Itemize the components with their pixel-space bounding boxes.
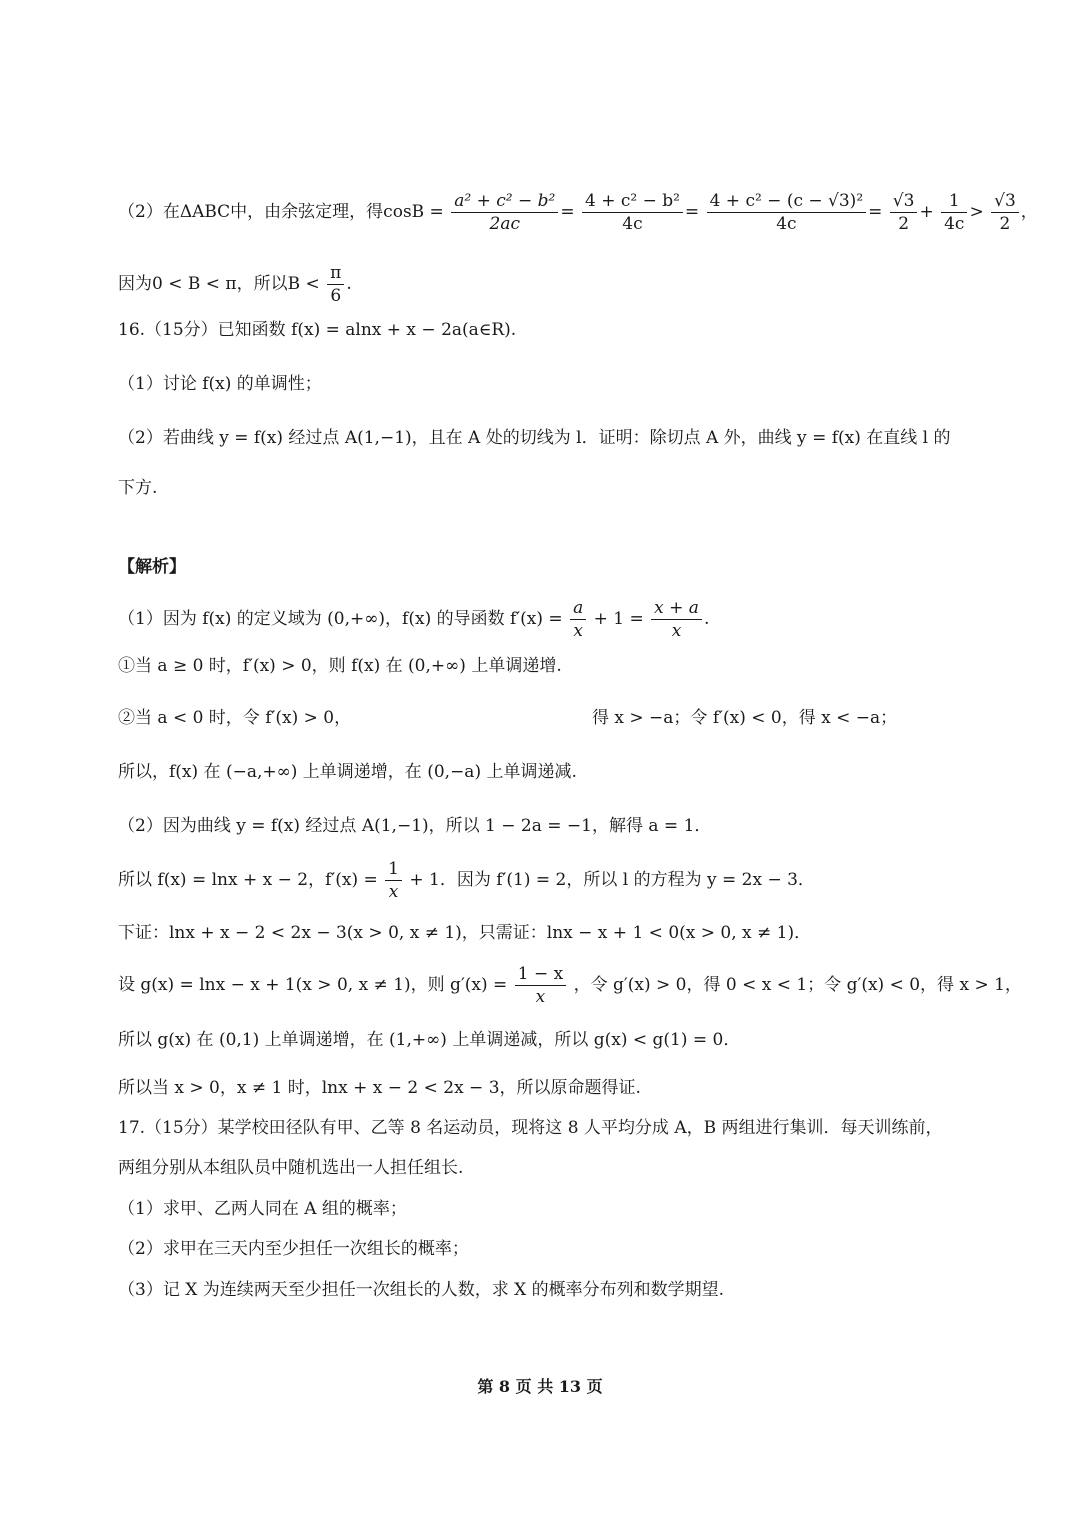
solution-part2-line4: 设 g(x) = lnx − x + 1(x > 0, x ≠ 1)，则 g′(x) = $\frac{1 - x}{x}$ ，令 g′(x) > 0，得 0 < x < 1；令 g′(x) < 0，得 x > 1， (118, 964, 1022, 1007)
q17-part2: （2）求甲在三天内至少担任一次组长的概率； (118, 1239, 469, 1259)
q16-stem: 16.（15分）已知函数 f(x) = alnx + x − 2a(a∈R). (118, 320, 517, 340)
s2-fraction-g-prime: $\frac{1 - x}{x}$ (515, 963, 566, 1008)
solution-part2-line3: 下证：lnx + x − 2 < 2x − 3(x > 0, x ≠ 1)，只需证：lnx − x + 1 < 0(x > 0, x ≠ 1)． (118, 923, 812, 943)
s1-fraction-xa-over-x: $\frac{x + a}{x}$ (651, 597, 702, 642)
q17-stem-line1: 17.（15分）某学校田径队有甲、乙等 8 名运动员，现将这 8 人平均分成 A，B 两组进行集训．每天训练前， (118, 1118, 943, 1138)
q16-part2-line1: （2）若曲线 y = f(x) 经过点 A(1,−1)，且在 A 处的切线为 l．证明：除切点 A 外，曲线 y = f(x) 在直线 l 的 (118, 428, 951, 448)
solution-case1: ①当 a ≥ 0 时，f′(x) > 0，则 f(x) 在 (0,+∞) 上单调递增. (118, 656, 562, 676)
pi-over-6: $\frac{\pi}{6}$ (327, 262, 344, 307)
solution-part2-line2: 所以 f(x) = lnx + x − 2，f′(x) = $\frac{1}{x}$ + 1．因为 f′(1) = 2，所以 l 的方程为 y = 2x − 3． (118, 859, 815, 902)
fraction-6: $\frac{√3}{2}$ (991, 190, 1019, 235)
q15-intro: （2）在ΔABC中，由余弦定理，得cosB = (118, 202, 444, 222)
fraction-5: $\frac{1}{4c}$ (941, 190, 967, 235)
solution-case2-right: 得 x > −a；令 f′(x) < 0，得 x < −a； (592, 708, 898, 728)
solution-header: 【解析】 (118, 557, 186, 577)
solution-case2-left: ②当 a < 0 时，令 f′(x) > 0， (118, 708, 352, 728)
s2-fraction-1-over-x: $\frac{1}{x}$ (385, 858, 402, 903)
fraction-1: $\frac{\text{a² + c² − b²}}{2ac}$ (451, 190, 558, 235)
q15-part2-line: （2）在ΔABC中，由余弦定理，得cosB = $\frac{\text{a² + c² − b²}}{2ac}$ = $\frac{\text{4 + c² − b²}}{4c}$ = $\frac{\text{4 + c² − (c − √3)²}}{4c}$ = $\frac{√3}{2}$ + $\frac{1}{4c}$ > $\frac{√3}{2}$ ， (118, 191, 1038, 234)
fraction-3: $\frac{\text{4 + c² − (c − √3)²}}{4c}$ (707, 190, 867, 235)
solution-part1-line: （1）因为 f(x) 的定义域为 (0,+∞)，f(x) 的导函数 f′(x) = $\frac{a}{x}$ + 1 = $\frac{x + a}{x}$ . (118, 598, 710, 641)
solution-part2-line6: 所以当 x > 0，x ≠ 1 时，lnx + x − 2 < 2x − 3，所以原命题得证. (118, 1078, 641, 1098)
q17-stem-line2: 两组分别从本组队员中随机选出一人担任组长. (118, 1158, 464, 1178)
q15-conclusion: 因为0 < B < π，所以B < $\frac{\pi}{6}$ . (118, 263, 352, 306)
fraction-2: $\frac{\text{4 + c² − b²}}{4c}$ (582, 190, 683, 235)
q17-part1: （1）求甲、乙两人同在 A 组的概率； (118, 1199, 407, 1219)
page-number-footer: 第 8 页 共 13 页 (477, 1377, 603, 1396)
s1-fraction-a-over-x: $\frac{a}{x}$ (570, 597, 586, 642)
fraction-4: $\frac{√3}{2}$ (890, 190, 918, 235)
solution-part2-line5: 所以 g(x) 在 (0,1) 上单调递增，在 (1,+∞) 上单调递减，所以 g(x) < g(1) = 0． (118, 1030, 741, 1050)
solution-case2-conclusion: 所以，f(x) 在 (−a,+∞) 上单调递增，在 (0,−a) 上单调递减. (118, 762, 577, 782)
q16-part1: （1）讨论 f(x) 的单调性； (118, 374, 322, 394)
solution-part2-line1: （2）因为曲线 y = f(x) 经过点 A(1,−1)，所以 1 − 2a = −1，解得 a = 1． (118, 816, 712, 836)
q16-part2-line2: 下方. (118, 478, 158, 498)
q17-part3: （3）记 X 为连续两天至少担任一次组长的人数，求 X 的概率分布列和数学期望. (118, 1280, 725, 1300)
